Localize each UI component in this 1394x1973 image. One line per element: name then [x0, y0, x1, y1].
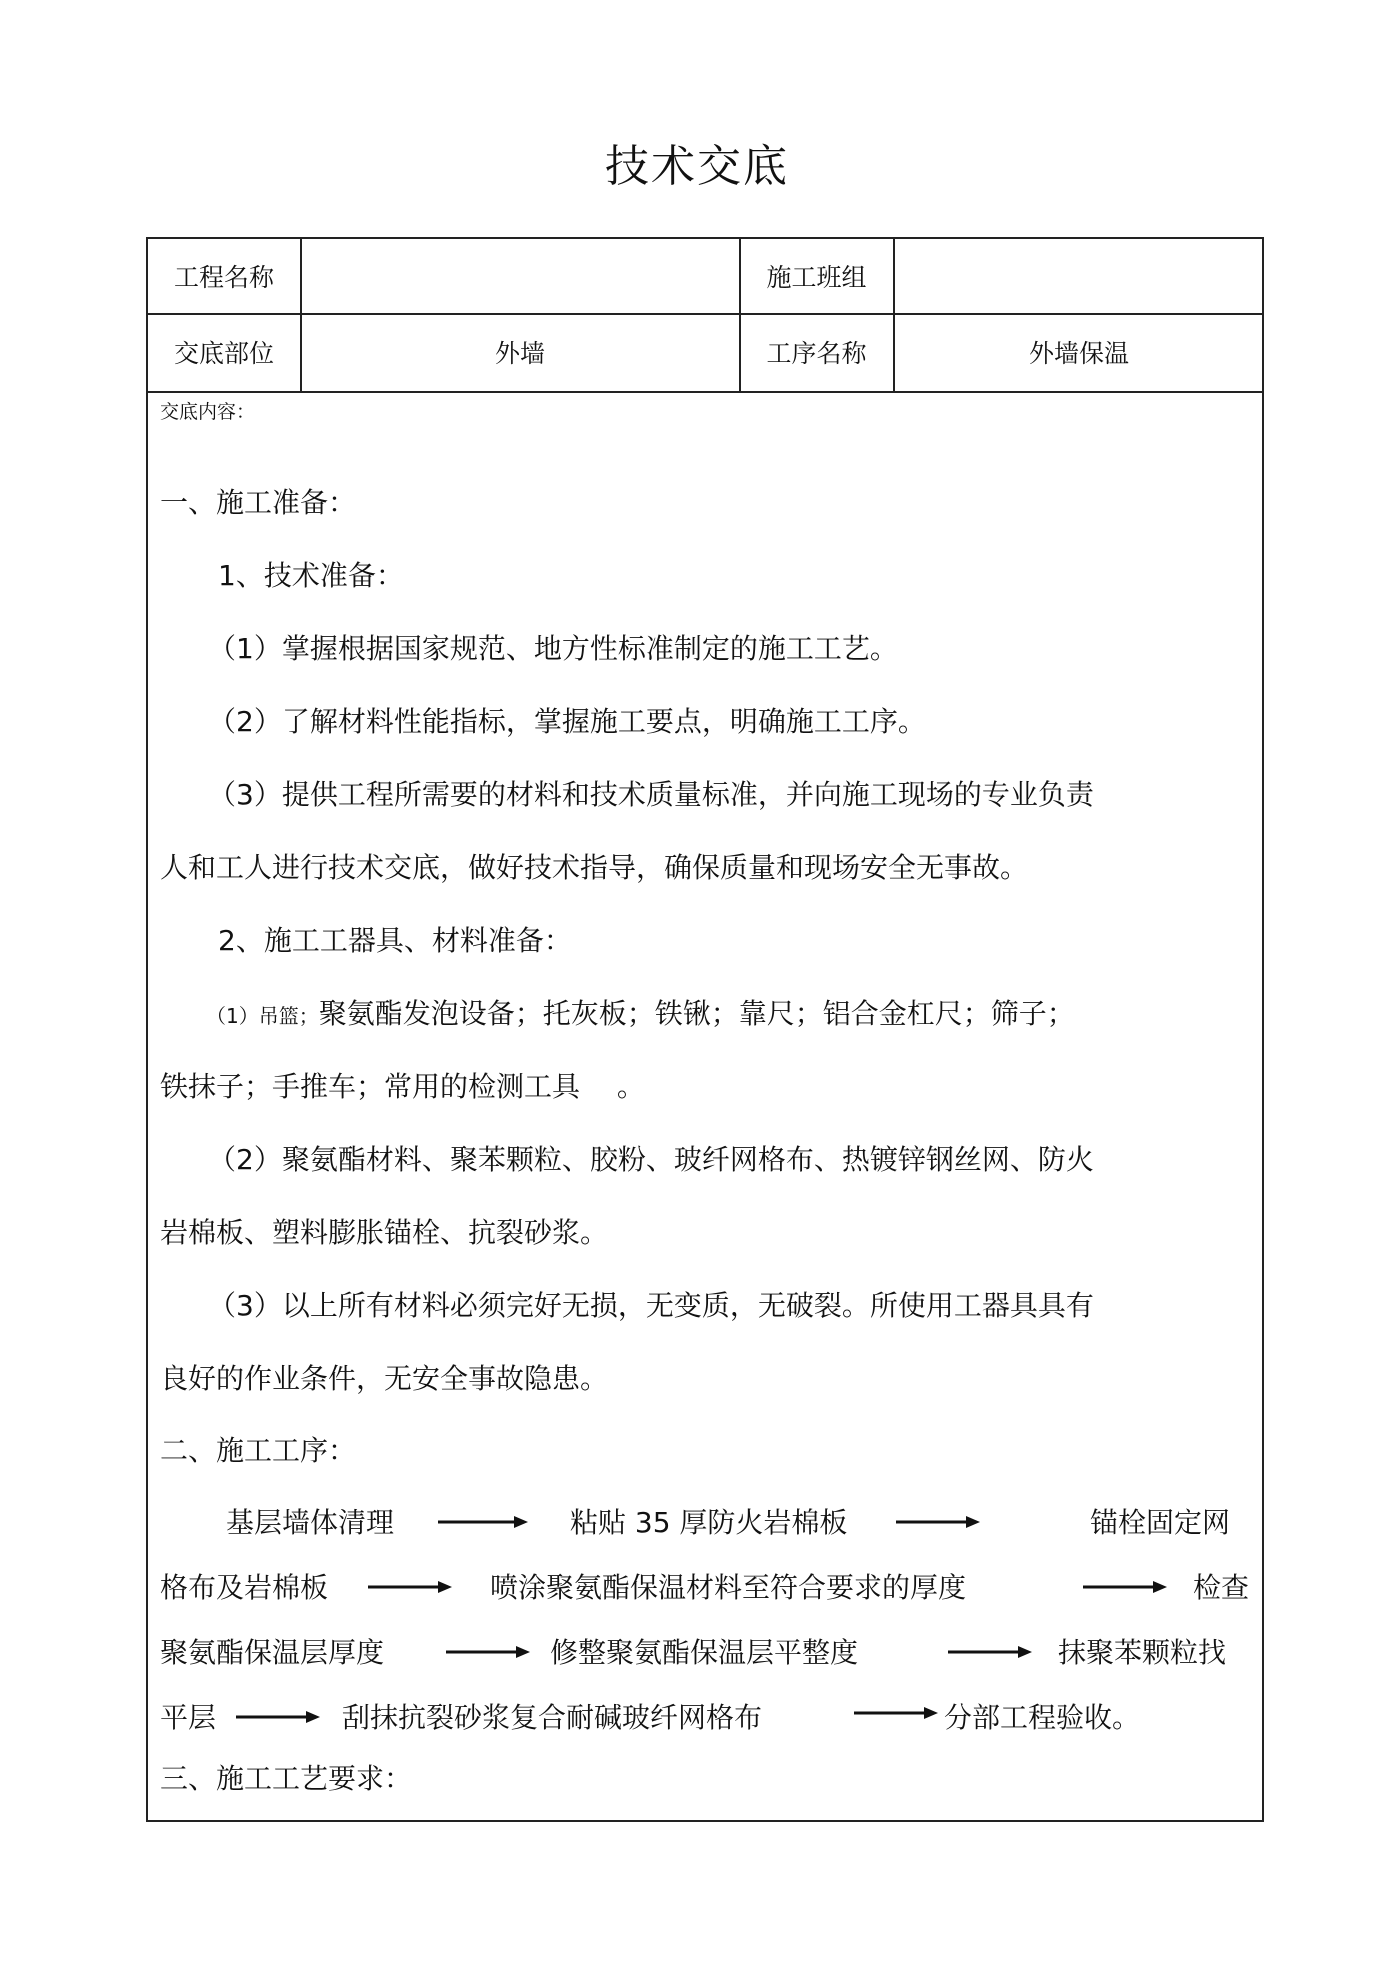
flow-step: 格布及岩棉板	[160, 1571, 329, 1604]
flow-step: 刮抹抗裂砂浆复合耐碱玻纤网格布	[342, 1701, 763, 1734]
paragraph: 良好的作业条件，无安全事故隐患。	[160, 1362, 609, 1395]
team-label: 施工班组	[766, 263, 867, 292]
subsection-heading: 1、技术准备：	[218, 559, 404, 592]
flow-step: 聚氨酯保温层厚度	[160, 1636, 385, 1669]
paragraph-text: 聚氨酯发泡设备；托灰板；铁锹；靠尺；铝合金杠尺；筛子；	[318, 997, 1075, 1030]
section-heading: 一、施工准备：	[160, 486, 357, 519]
team-value	[894, 239, 1264, 313]
project-name-label: 工程名称	[173, 263, 274, 292]
process-value: 外墙保温	[1028, 339, 1129, 368]
paragraph: （2）聚氨酯材料、聚苯颗粒、胶粉、玻纤网格布、热镀锌钢丝网、防火	[208, 1143, 1094, 1176]
paragraph: （3）提供工程所需要的材料和技术质量标准，并向施工现场的专业负责	[208, 778, 1094, 811]
section-heading: 三、施工工艺要求：	[160, 1762, 413, 1795]
flow-step: 检查	[1193, 1571, 1250, 1604]
row-divider	[148, 391, 1262, 393]
arrow-right-icon	[948, 1644, 1032, 1660]
arrow-right-icon	[854, 1705, 938, 1721]
arrow-right-icon	[368, 1579, 452, 1595]
flow-step: 平层	[160, 1701, 217, 1734]
project-name-value	[301, 239, 739, 313]
section-heading: 二、施工工序：	[160, 1434, 357, 1467]
flow-step: 粘贴 35 厚防火岩棉板	[570, 1506, 848, 1539]
part-value: 外墙	[494, 339, 545, 368]
arrow-right-icon	[438, 1514, 528, 1530]
paragraph: （3）以上所有材料必须完好无损，无变质，无破裂。所使用工器具具有	[208, 1289, 1094, 1322]
arrow-right-icon	[896, 1514, 980, 1530]
disclosure-table	[146, 237, 1264, 1822]
paragraph: 岩棉板、塑料膨胀锚栓、抗裂砂浆。	[160, 1216, 609, 1249]
process-label: 工序名称	[766, 339, 867, 368]
subsection-heading: 2、施工工器具、材料准备：	[218, 924, 572, 957]
arrow-right-icon	[1083, 1579, 1167, 1595]
paragraph	[206, 992, 1075, 1032]
paragraph: （2）了解材料性能指标，掌握施工要点，明确施工工序。	[208, 705, 926, 738]
flow-step: 分部工程验收。	[944, 1701, 1141, 1734]
flow-step: 锚栓固定网	[1090, 1506, 1231, 1539]
part-label: 交底部位	[173, 339, 274, 368]
arrow-right-icon	[446, 1644, 530, 1660]
arrow-right-icon	[236, 1709, 320, 1725]
flow-step: 基层墙体清理	[226, 1506, 395, 1539]
flow-step: 抹聚苯颗粒找	[1058, 1636, 1227, 1669]
paragraph: 人和工人进行技术交底，做好技术指导，确保质量和现场安全无事故。	[160, 851, 1029, 884]
content-label: 交底内容：	[160, 401, 256, 423]
paragraph: （1）掌握根据国家规范、地方性标准制定的施工工艺。	[208, 632, 898, 665]
document-title: 技术交底	[605, 141, 789, 192]
paragraph-small-prefix: （1）吊篮；	[206, 1004, 319, 1028]
flow-step: 修整聚氨酯保温层平整度	[550, 1636, 859, 1669]
flow-step: 喷涂聚氨酯保温材料至符合要求的厚度	[490, 1571, 967, 1604]
paragraph: 铁抹子；手推车；常用的检测工具 。	[160, 1070, 645, 1103]
